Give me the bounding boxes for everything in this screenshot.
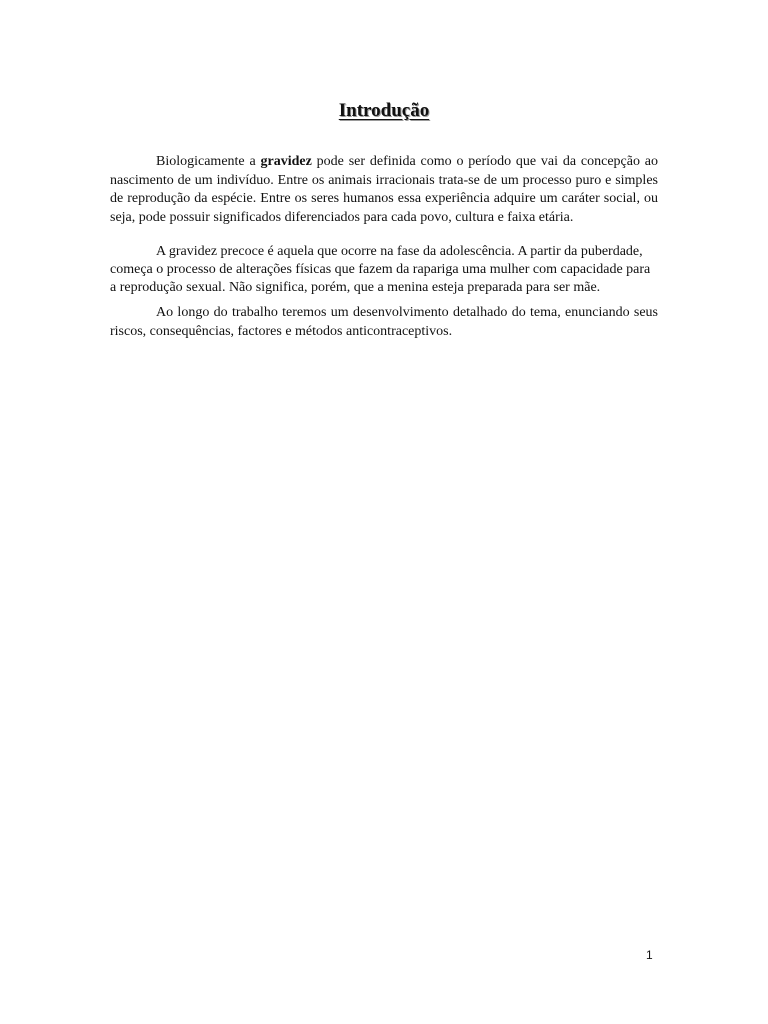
body-text	[110, 153, 658, 341]
paragraph-2: A gravidez precoce é aquela que ocorre na fase da adolescência. A partir da puberdade, começa o processo de alterações físicas que fazem da rapariga uma mulher com capacidade para a reprodução sexual. Não significa, porém, que a menina esteja preparada para ser mãe.	[110, 244, 651, 295]
paragraph-1-before: Biologicamente a	[156, 154, 261, 169]
paragraph-1	[110, 153, 658, 227]
paragraph-3: Ao longo do trabalho teremos um desenvolvimento detalhado do tema, enunciando seus riscos, consequências, factores e métodos anticontraceptivos.	[110, 305, 658, 339]
page-title: Introdução	[338, 100, 430, 121]
page-number: 1	[646, 948, 653, 962]
paragraph-1-emphasis: gravidez	[260, 154, 312, 169]
paragraph-1-after: pode ser definida como o período que vai da concepção ao nascimento de um indivíduo. Entre os animais irracionais trata-se de um processo puro e simples de reprodução da espécie. Entre os seres humanos essa experiência adquire um caráter social, ou seja, pode possuir significados diferenciados para cada povo, cultura e faixa etária.	[110, 154, 659, 225]
